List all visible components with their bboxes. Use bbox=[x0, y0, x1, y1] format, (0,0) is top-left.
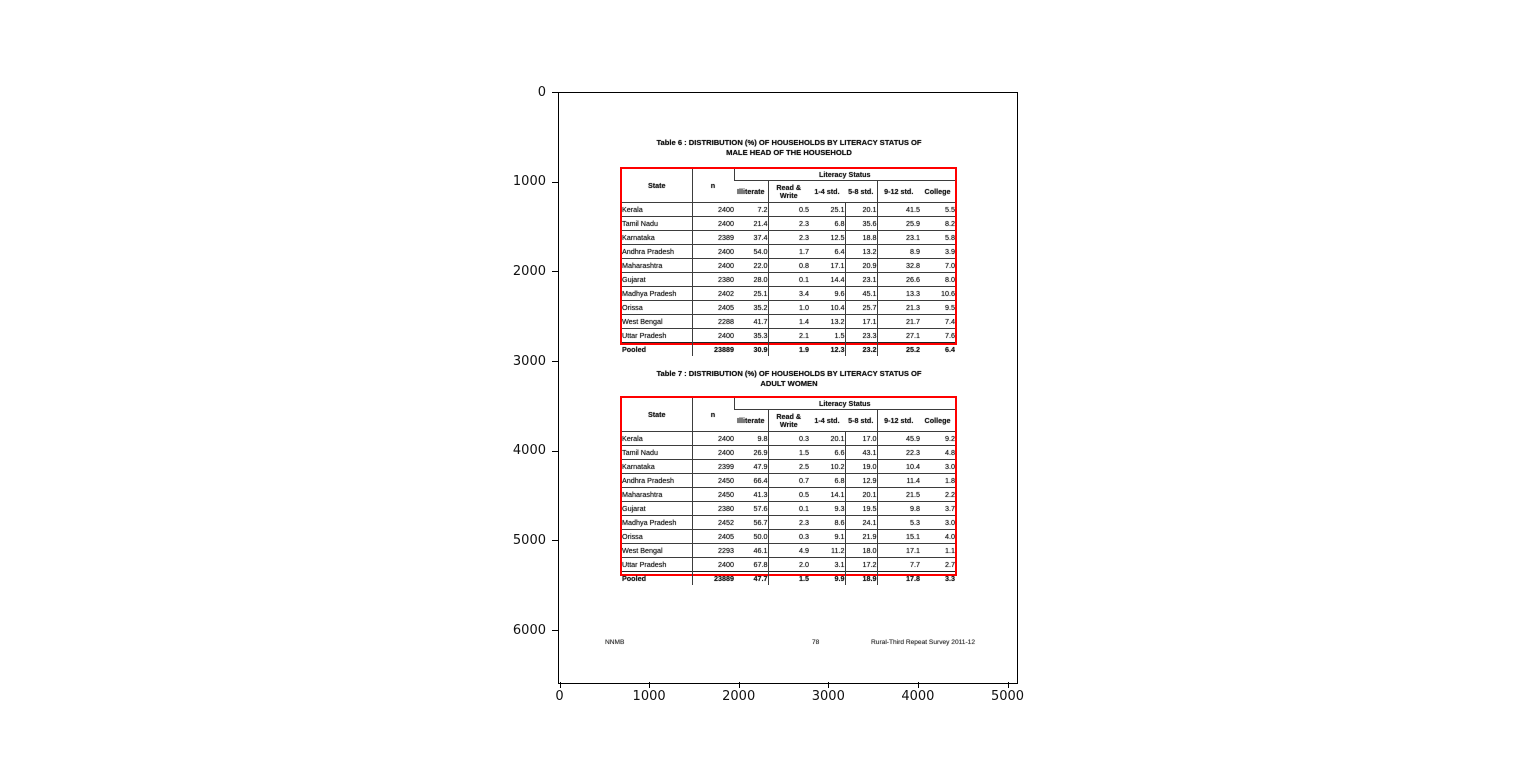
value-cell: 14.4 bbox=[809, 273, 845, 287]
value-cell: 0.8 bbox=[768, 259, 809, 273]
value-cell: 6.4 bbox=[809, 245, 845, 259]
column-header: 5-8 std. bbox=[845, 410, 877, 432]
value-cell: 26.6 bbox=[877, 273, 920, 287]
y-tick-label: 4000 bbox=[512, 443, 546, 459]
page-footer-left: NNMB bbox=[605, 639, 625, 646]
value-cell: 41.5 bbox=[877, 203, 920, 217]
value-cell: 9.3 bbox=[809, 502, 845, 516]
value-cell: 3.4 bbox=[768, 287, 809, 301]
value-cell: 1.5 bbox=[768, 572, 809, 586]
table7-highlight-box bbox=[620, 396, 957, 583]
literacy-table bbox=[622, 398, 955, 585]
value-cell: 10.4 bbox=[877, 460, 920, 474]
y-tick-mark bbox=[552, 271, 558, 272]
value-cell: 2405 bbox=[692, 301, 734, 315]
table-row bbox=[622, 544, 955, 558]
table6-title-line1: Table 6 : DISTRIBUTION (%) OF HOUSEHOLDS BY LITERACY STATUS OF bbox=[656, 138, 922, 147]
value-cell: 2.3 bbox=[768, 231, 809, 245]
value-cell: 27.1 bbox=[877, 329, 920, 343]
table-row bbox=[622, 516, 955, 530]
value-cell: 11.4 bbox=[877, 474, 920, 488]
value-cell: 1.4 bbox=[768, 315, 809, 329]
x-tick-mark bbox=[1008, 682, 1009, 688]
value-cell: 5.5 bbox=[920, 203, 955, 217]
table6-title bbox=[620, 138, 958, 157]
value-cell: 2400 bbox=[692, 217, 734, 231]
value-cell: 26.9 bbox=[734, 446, 768, 460]
state-cell: Pooled bbox=[622, 572, 692, 586]
value-cell: 11.2 bbox=[809, 544, 845, 558]
value-cell: 7.0 bbox=[920, 259, 955, 273]
value-cell: 0.3 bbox=[768, 432, 809, 446]
value-cell: 17.1 bbox=[809, 259, 845, 273]
state-cell: Madhya Pradesh bbox=[622, 516, 692, 530]
value-cell: 45.9 bbox=[877, 432, 920, 446]
value-cell: 2450 bbox=[692, 474, 734, 488]
value-cell: 2288 bbox=[692, 315, 734, 329]
table-row bbox=[622, 530, 955, 544]
value-cell: 2400 bbox=[692, 245, 734, 259]
column-header: 1-4 std. bbox=[814, 415, 840, 425]
value-cell: 7.2 bbox=[734, 203, 768, 217]
pooled-row bbox=[622, 572, 955, 586]
value-cell: 21.4 bbox=[734, 217, 768, 231]
table-row bbox=[622, 217, 955, 231]
x-tick-label: 4000 bbox=[901, 689, 935, 704]
value-cell: 6.4 bbox=[920, 343, 955, 357]
table-row bbox=[622, 502, 955, 516]
table-row bbox=[622, 329, 955, 343]
value-cell: 21.7 bbox=[877, 315, 920, 329]
value-cell: 3.1 bbox=[809, 558, 845, 572]
state-cell: Pooled bbox=[622, 343, 692, 357]
value-cell: 1.1 bbox=[920, 544, 955, 558]
state-cell: Orissa bbox=[622, 301, 692, 315]
column-header: 5-8 std. bbox=[845, 181, 877, 203]
value-cell: 2.5 bbox=[768, 460, 809, 474]
value-cell: 0.1 bbox=[768, 502, 809, 516]
value-cell: 20.1 bbox=[845, 488, 877, 502]
table-row bbox=[622, 558, 955, 572]
value-cell: 9.8 bbox=[877, 502, 920, 516]
value-cell: 9.6 bbox=[809, 287, 845, 301]
value-cell: 2400 bbox=[692, 259, 734, 273]
value-cell: 32.8 bbox=[877, 259, 920, 273]
value-cell: 46.1 bbox=[734, 544, 768, 558]
x-tick-mark bbox=[560, 682, 561, 688]
x-tick-label: 5000 bbox=[990, 689, 1025, 704]
state-cell: West Bengal bbox=[622, 544, 692, 558]
value-cell: 2.7 bbox=[920, 558, 955, 572]
value-cell: 23889 bbox=[692, 343, 734, 357]
value-cell: 1.5 bbox=[809, 329, 845, 343]
value-cell: 45.1 bbox=[845, 287, 877, 301]
value-cell: 21.3 bbox=[877, 301, 920, 315]
value-cell: 2402 bbox=[692, 287, 734, 301]
value-cell: 35.6 bbox=[845, 217, 877, 231]
value-cell: 21.9 bbox=[845, 530, 877, 544]
table-row bbox=[622, 273, 955, 287]
table-row bbox=[622, 432, 955, 446]
value-cell: 2400 bbox=[692, 558, 734, 572]
state-cell: Kerala bbox=[622, 203, 692, 217]
table-row bbox=[622, 245, 955, 259]
state-cell: Tamil Nadu bbox=[622, 446, 692, 460]
table6-highlight-box bbox=[620, 167, 957, 354]
y-tick-mark bbox=[552, 540, 558, 541]
literacy-table-male-head bbox=[622, 169, 955, 356]
value-cell: 0.3 bbox=[768, 530, 809, 544]
value-cell: 10.6 bbox=[920, 287, 955, 301]
value-cell: 19.0 bbox=[845, 460, 877, 474]
value-cell: 35.3 bbox=[734, 329, 768, 343]
value-cell: 2380 bbox=[692, 502, 734, 516]
value-cell: 6.8 bbox=[809, 217, 845, 231]
state-cell: Kerala bbox=[622, 432, 692, 446]
value-cell: 20.9 bbox=[845, 259, 877, 273]
value-cell: 13.3 bbox=[877, 287, 920, 301]
value-cell: 23.3 bbox=[845, 329, 877, 343]
value-cell: 9.1 bbox=[809, 530, 845, 544]
column-header: 9-12 std. bbox=[884, 186, 914, 196]
value-cell: 56.7 bbox=[734, 516, 768, 530]
value-cell: 1.7 bbox=[768, 245, 809, 259]
value-cell: 23.2 bbox=[845, 343, 877, 357]
value-cell: 1.5 bbox=[768, 446, 809, 460]
value-cell: 43.1 bbox=[845, 446, 877, 460]
table-row bbox=[622, 231, 955, 245]
value-cell: 2400 bbox=[692, 446, 734, 460]
value-cell: 17.1 bbox=[845, 315, 877, 329]
value-cell: 8.9 bbox=[877, 245, 920, 259]
column-header: 9-12 std. bbox=[884, 415, 914, 425]
state-cell: Gujarat bbox=[622, 502, 692, 516]
value-cell: 2.0 bbox=[768, 558, 809, 572]
value-cell: 25.1 bbox=[734, 287, 768, 301]
value-cell: 28.0 bbox=[734, 273, 768, 287]
value-cell: 0.7 bbox=[768, 474, 809, 488]
column-header: 1-4 std. bbox=[814, 186, 840, 196]
page-number: 78 bbox=[812, 639, 820, 646]
x-tick-label: 2000 bbox=[722, 689, 756, 704]
value-cell: 2399 bbox=[692, 460, 734, 474]
value-cell: 7.7 bbox=[877, 558, 920, 572]
state-cell: Maharashtra bbox=[622, 488, 692, 502]
y-tick-mark bbox=[552, 630, 558, 631]
state-cell: Karnataka bbox=[622, 231, 692, 245]
state-cell: Uttar Pradesh bbox=[622, 329, 692, 343]
value-cell: 23.1 bbox=[877, 231, 920, 245]
y-tick-mark bbox=[552, 182, 558, 183]
value-cell: 7.6 bbox=[920, 329, 955, 343]
y-tick-label: 1000 bbox=[512, 174, 546, 190]
value-cell: 18.0 bbox=[845, 544, 877, 558]
value-cell: 0.5 bbox=[768, 203, 809, 217]
x-tick-mark bbox=[828, 682, 829, 688]
value-cell: 0.5 bbox=[768, 488, 809, 502]
y-tick-label: 6000 bbox=[512, 622, 546, 638]
y-tick-label: 3000 bbox=[512, 353, 546, 369]
value-cell: 25.2 bbox=[877, 343, 920, 357]
state-cell: Tamil Nadu bbox=[622, 217, 692, 231]
value-cell: 10.2 bbox=[809, 460, 845, 474]
column-header-state: State bbox=[622, 169, 692, 203]
value-cell: 2450 bbox=[692, 488, 734, 502]
y-tick-label: 0 bbox=[537, 84, 546, 100]
value-cell: 2400 bbox=[692, 432, 734, 446]
value-cell: 8.6 bbox=[809, 516, 845, 530]
value-cell: 54.0 bbox=[734, 245, 768, 259]
value-cell: 41.3 bbox=[734, 488, 768, 502]
column-header: Read & Write bbox=[776, 182, 802, 200]
table-row bbox=[622, 446, 955, 460]
value-cell: 3.0 bbox=[920, 460, 955, 474]
value-cell: 12.5 bbox=[809, 231, 845, 245]
y-tick-mark bbox=[552, 92, 558, 93]
value-cell: 2400 bbox=[692, 203, 734, 217]
y-tick-label: 5000 bbox=[512, 532, 546, 548]
state-cell: Maharashtra bbox=[622, 259, 692, 273]
value-cell: 3.7 bbox=[920, 502, 955, 516]
state-cell: Gujarat bbox=[622, 273, 692, 287]
table-row bbox=[622, 287, 955, 301]
value-cell: 47.7 bbox=[734, 572, 768, 586]
value-cell: 23.1 bbox=[845, 273, 877, 287]
x-tick-label: 0 bbox=[555, 689, 564, 704]
value-cell: 24.1 bbox=[845, 516, 877, 530]
x-tick-mark bbox=[649, 682, 650, 688]
value-cell: 35.2 bbox=[734, 301, 768, 315]
column-header: Illiterate bbox=[734, 410, 768, 432]
state-cell: Uttar Pradesh bbox=[622, 558, 692, 572]
value-cell: 13.2 bbox=[845, 245, 877, 259]
value-cell: 4.0 bbox=[920, 530, 955, 544]
value-cell: 2389 bbox=[692, 231, 734, 245]
value-cell: 13.2 bbox=[809, 315, 845, 329]
state-cell: Andhra Pradesh bbox=[622, 474, 692, 488]
column-header-n: n bbox=[710, 409, 716, 419]
value-cell: 0.1 bbox=[768, 273, 809, 287]
value-cell: 18.8 bbox=[845, 231, 877, 245]
value-cell: 30.9 bbox=[734, 343, 768, 357]
value-cell: 2.2 bbox=[920, 488, 955, 502]
y-tick-label: 2000 bbox=[512, 263, 546, 279]
table-row bbox=[622, 259, 955, 273]
table7-title-line1: Table 7 : DISTRIBUTION (%) OF HOUSEHOLDS BY LITERACY STATUS OF bbox=[656, 369, 922, 378]
value-cell: 22.0 bbox=[734, 259, 768, 273]
state-cell: Orissa bbox=[622, 530, 692, 544]
value-cell: 9.2 bbox=[920, 432, 955, 446]
value-cell: 47.9 bbox=[734, 460, 768, 474]
state-cell: Karnataka bbox=[622, 460, 692, 474]
table-row bbox=[622, 301, 955, 315]
column-header-state: State bbox=[622, 398, 692, 432]
column-header: Read & Write bbox=[776, 411, 802, 429]
x-tick-mark bbox=[739, 682, 740, 688]
value-cell: 3.0 bbox=[920, 516, 955, 530]
value-cell: 12.9 bbox=[845, 474, 877, 488]
pooled-row bbox=[622, 343, 955, 357]
value-cell: 25.1 bbox=[809, 203, 845, 217]
x-tick-label: 1000 bbox=[632, 689, 666, 704]
value-cell: 15.1 bbox=[877, 530, 920, 544]
value-cell: 9.9 bbox=[809, 572, 845, 586]
value-cell: 1.8 bbox=[920, 474, 955, 488]
value-cell: 19.5 bbox=[845, 502, 877, 516]
column-header: Illiterate bbox=[734, 181, 768, 203]
value-cell: 14.1 bbox=[809, 488, 845, 502]
value-cell: 10.4 bbox=[809, 301, 845, 315]
value-cell: 25.7 bbox=[845, 301, 877, 315]
value-cell: 2400 bbox=[692, 329, 734, 343]
value-cell: 22.3 bbox=[877, 446, 920, 460]
value-cell: 2405 bbox=[692, 530, 734, 544]
value-cell: 4.8 bbox=[920, 446, 955, 460]
x-tick-label: 3000 bbox=[811, 689, 845, 704]
value-cell: 2.1 bbox=[768, 329, 809, 343]
value-cell: 17.0 bbox=[845, 432, 877, 446]
table-row bbox=[622, 474, 955, 488]
table-row bbox=[622, 460, 955, 474]
column-header: College bbox=[924, 415, 951, 425]
value-cell: 8.2 bbox=[920, 217, 955, 231]
value-cell: 67.8 bbox=[734, 558, 768, 572]
state-cell: Madhya Pradesh bbox=[622, 287, 692, 301]
value-cell: 20.1 bbox=[809, 432, 845, 446]
value-cell: 25.9 bbox=[877, 217, 920, 231]
value-cell: 5.3 bbox=[877, 516, 920, 530]
table-row bbox=[622, 315, 955, 329]
column-header: College bbox=[924, 186, 951, 196]
state-cell: West Bengal bbox=[622, 315, 692, 329]
literacy-table-adult-women bbox=[622, 398, 955, 585]
value-cell: 8.0 bbox=[920, 273, 955, 287]
value-cell: 20.1 bbox=[845, 203, 877, 217]
value-cell: 41.7 bbox=[734, 315, 768, 329]
value-cell: 66.4 bbox=[734, 474, 768, 488]
value-cell: 5.8 bbox=[920, 231, 955, 245]
value-cell: 57.6 bbox=[734, 502, 768, 516]
value-cell: 23889 bbox=[692, 572, 734, 586]
x-tick-mark bbox=[918, 682, 919, 688]
state-cell: Andhra Pradesh bbox=[622, 245, 692, 259]
value-cell: 2.3 bbox=[768, 516, 809, 530]
value-cell: 3.9 bbox=[920, 245, 955, 259]
value-cell: 2380 bbox=[692, 273, 734, 287]
value-cell: 6.8 bbox=[809, 474, 845, 488]
column-header-n: n bbox=[710, 180, 716, 190]
group-header-literacy-status: Literacy Status bbox=[734, 398, 955, 410]
value-cell: 2452 bbox=[692, 516, 734, 530]
value-cell: 17.1 bbox=[877, 544, 920, 558]
value-cell: 37.4 bbox=[734, 231, 768, 245]
literacy-table bbox=[622, 169, 955, 356]
table7-title-line2: ADULT WOMEN bbox=[760, 378, 818, 388]
y-tick-mark bbox=[552, 451, 558, 452]
value-cell: 2293 bbox=[692, 544, 734, 558]
page-footer-right: Rural-Third Repeat Survey 2011-12 bbox=[871, 639, 975, 646]
table7-title bbox=[620, 369, 958, 388]
value-cell: 17.8 bbox=[877, 572, 920, 586]
value-cell: 2.3 bbox=[768, 217, 809, 231]
value-cell: 17.2 bbox=[845, 558, 877, 572]
y-tick-mark bbox=[552, 361, 558, 362]
value-cell: 6.6 bbox=[809, 446, 845, 460]
value-cell: 21.5 bbox=[877, 488, 920, 502]
value-cell: 1.9 bbox=[768, 343, 809, 357]
value-cell: 3.3 bbox=[920, 572, 955, 586]
value-cell: 4.9 bbox=[768, 544, 809, 558]
table-row bbox=[622, 488, 955, 502]
table6-title-line2: MALE HEAD OF THE HOUSEHOLD bbox=[726, 147, 852, 157]
value-cell: 18.9 bbox=[845, 572, 877, 586]
value-cell: 12.3 bbox=[809, 343, 845, 357]
table-row bbox=[622, 203, 955, 217]
group-header-literacy-status: Literacy Status bbox=[734, 169, 955, 181]
value-cell: 9.8 bbox=[734, 432, 768, 446]
value-cell: 7.4 bbox=[920, 315, 955, 329]
value-cell: 9.5 bbox=[920, 301, 955, 315]
value-cell: 50.0 bbox=[734, 530, 768, 544]
value-cell: 1.0 bbox=[768, 301, 809, 315]
